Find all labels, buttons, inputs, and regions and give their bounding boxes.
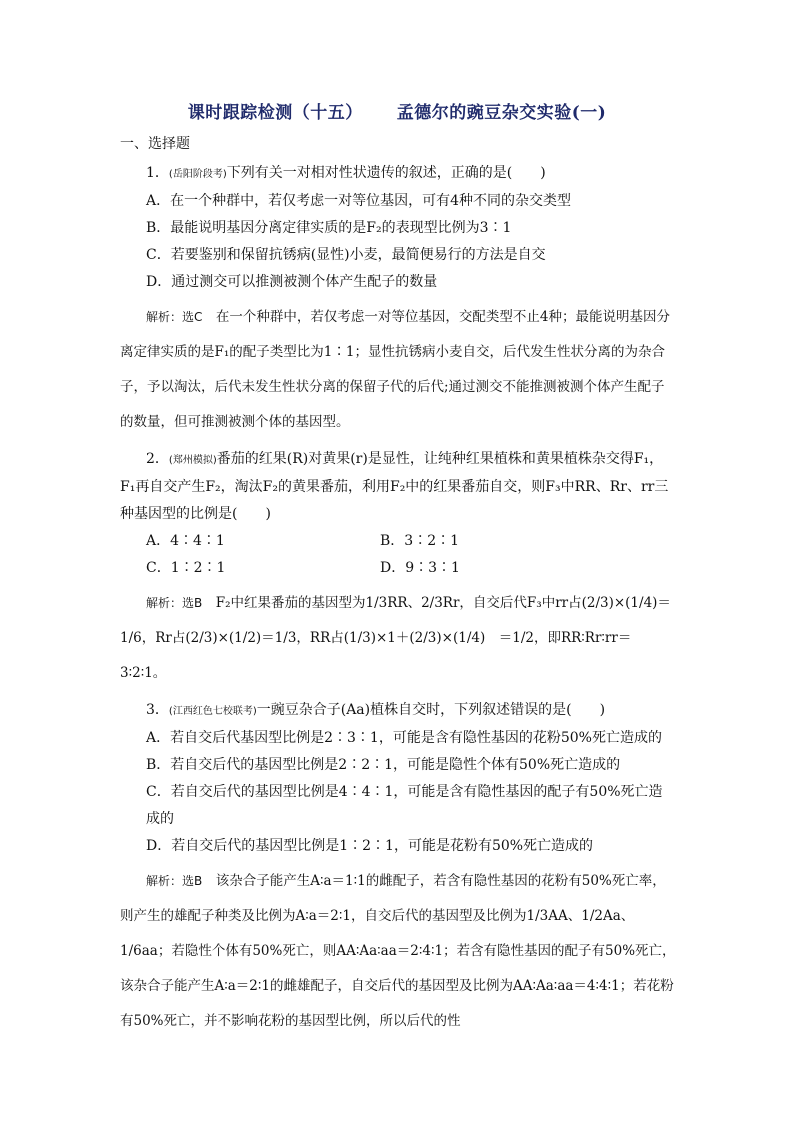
answer-lead: 解析：选B xyxy=(146,874,203,888)
title-right: 孟德尔的豌豆杂交实验(一) xyxy=(396,103,607,123)
option-a: A．若自交后代基因型比例是2∶3∶1，可能是含有隐性基因的花粉50%死亡造成的 xyxy=(146,730,662,746)
answer-explanation xyxy=(120,300,676,440)
question-number: 3． xyxy=(146,702,169,718)
question-text: 下列有关一对相对性状遗传的叙述，正确的是( ) xyxy=(226,165,546,181)
answer-lead: 解析：选C xyxy=(146,310,203,324)
question-number: 1． xyxy=(146,165,169,181)
title-left: 课时跟踪检测（十五） xyxy=(187,103,363,123)
option-c: C．若自交后代的基因型比例是4∶4∶1，可能是含有隐性基因的配子有50%死亡造成的 xyxy=(146,784,663,827)
option-c: C．若要鉴别和保留抗锈病(显性)小麦，最简便易行的方法是自交 xyxy=(146,247,546,263)
option-b: B．若自交后代的基因型比例是2∶2∶1，可能是隐性个体有50%死亡造成的 xyxy=(146,757,621,773)
question-number: 2． xyxy=(146,451,169,467)
question-stem xyxy=(120,697,676,725)
question-2 xyxy=(120,446,676,691)
answer-text: 在一个种群中，若仅考虑一对等位基因，交配类型不止4种；最能说明基因分离定律实质的是F₁的配子类型比为1∶1；显性抗锈病小麦自交，后代发生性状分离的为杂合子，予以淘汰，后代未发生性状分离的保留子代的后代;通过测交不能推测被测个体产生配子的数量，但可推测被测个体的基因型。 xyxy=(120,309,670,430)
section-heading: 一、选择题 xyxy=(120,136,190,152)
answer-explanation xyxy=(120,586,676,691)
option-d: D．9∶3∶1 xyxy=(380,560,460,576)
page-title xyxy=(0,98,794,123)
option-b: B．最能说明基因分离定律实质的是F₂的表现型比例为3∶1 xyxy=(146,220,512,236)
source-tag: (郑州模拟) xyxy=(168,455,217,466)
answer-text: 该杂合子能产生A∶a＝1∶1的雌配子，若含有隐性基因的花粉有50%死亡率，则产生的雄配子种类及比例为A∶a＝2∶1，自交后代的基因型及比例为1/3AA、1/2Aa、1/6aa；若隐性个体有50%死亡，则AA∶Aa∶aa＝2∶4∶1；若含有隐性基因的配子有50%死亡，该杂合子能产生A∶a＝2∶1的雌雄配子，自交后代的基因型及比例为AA∶Aa∶aa＝4∶4∶1；若花粉有50%死亡，并不影响花粉的基因型比例，所以后代的性 xyxy=(120,873,676,1029)
question-text: 一豌豆杂合子(Aa)植株自交时，下列叙述错误的是( ) xyxy=(256,702,606,718)
source-tag: (岳阳阶段考) xyxy=(168,169,227,180)
content xyxy=(120,130,676,1039)
option-c: C．1∶2∶1 xyxy=(146,560,226,576)
answer-text: F₂中红果番茄的基因型为1/3RR、2/3Rr，自交后代F₃中rr占(2/3)×(1/4)＝1/6，Rr占(2/3)×(1/2)＝1/3，RR占(1/3)×1＋(2/3)×(1/4) ＝1/2，即RR∶Rr∶rr＝3∶2∶1。 xyxy=(120,595,671,681)
question-stem xyxy=(120,446,676,528)
option-d: D．若自交后代的基因型比例是1∶2∶1，可能是花粉有50%死亡造成的 xyxy=(146,838,594,854)
question-3 xyxy=(120,697,676,1039)
question-stem xyxy=(120,160,676,188)
source-tag: (江西红色七校联考) xyxy=(168,706,257,717)
question-text: 番茄的红果(R)对黄果(r)是显性，让纯种红果植株和黄果植株杂交得F₁，F₁再自交产生F₂，淘汰F₂的黄果番茄，利用F₂中的红果番茄自交，则F₃中RR、Rr、rr三种基因型的比例是( ) xyxy=(120,451,669,522)
answer-lead: 解析：选B xyxy=(146,596,203,610)
answer-explanation xyxy=(120,864,676,1039)
option-d: D．通过测交可以推测被测个体产生配子的数量 xyxy=(146,274,438,290)
option-a: A．4∶4∶1 xyxy=(146,533,225,549)
options-grid xyxy=(120,528,676,582)
question-1 xyxy=(120,160,676,440)
option-b: B．3∶2∶1 xyxy=(380,533,460,549)
option-a: A．在一个种群中，若仅考虑一对等位基因，可有4种不同的杂交类型 xyxy=(146,193,572,209)
